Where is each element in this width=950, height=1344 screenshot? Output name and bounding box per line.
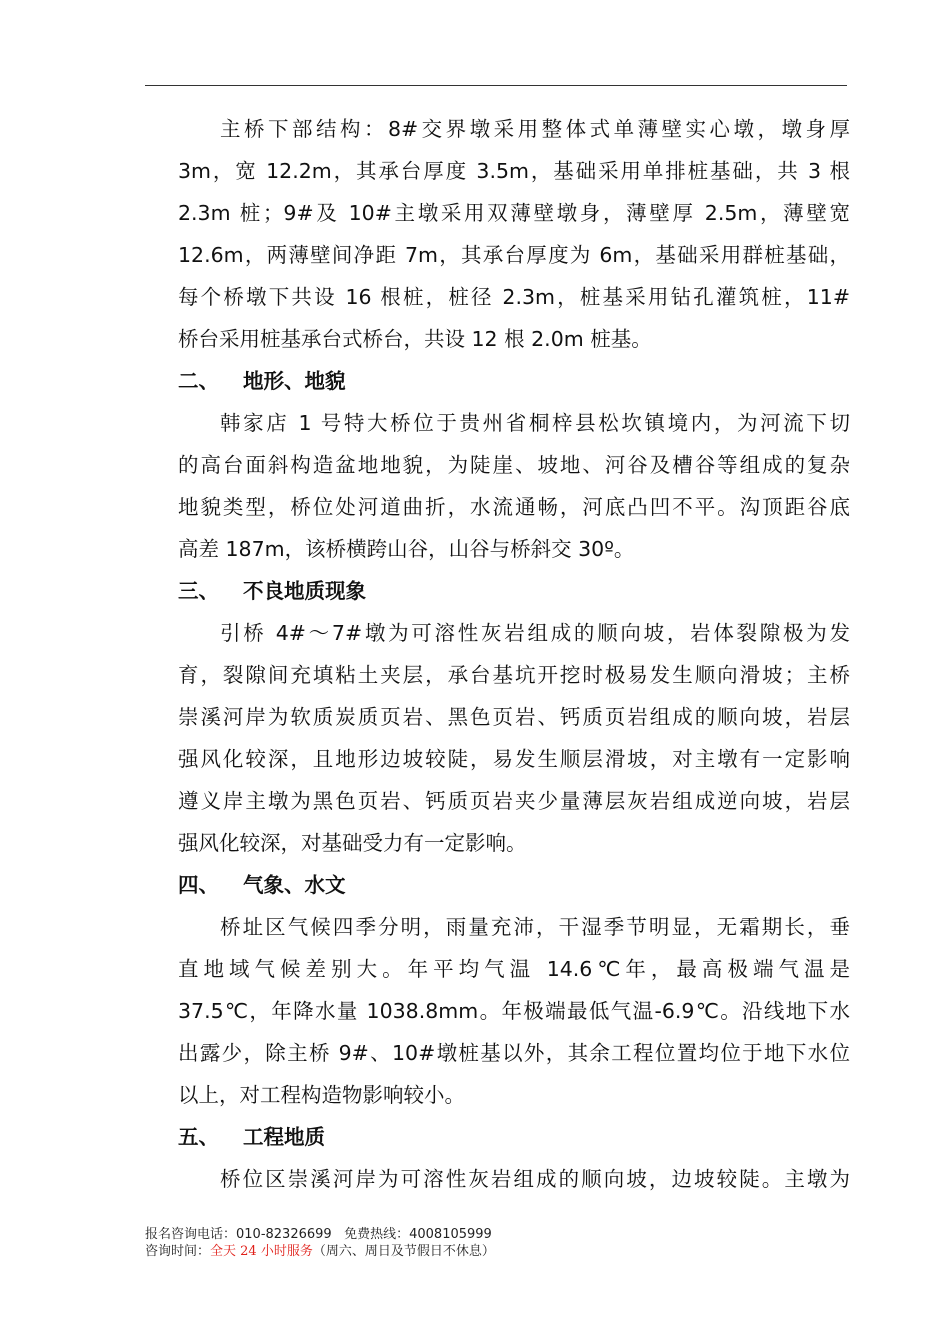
- hours-highlight: 全天 24 小时服务: [210, 1244, 313, 1259]
- paragraph: [178, 906, 850, 1116]
- footer-contact-line: [145, 1226, 495, 1243]
- text-line: 12.6m，两薄壁间净距 7m，其承台厚度为 6m，基础采用群桩基础，: [178, 243, 850, 267]
- section-number: 四、: [178, 873, 219, 897]
- paragraph: [178, 1158, 850, 1200]
- section-heading: [178, 570, 850, 612]
- hotline-label: 免费热线：: [344, 1227, 410, 1242]
- phone-label: 报名咨询电话：: [145, 1227, 237, 1242]
- section-number: 二、: [178, 369, 219, 393]
- section-heading: [178, 864, 850, 906]
- paragraph: [178, 612, 850, 864]
- section-heading: [178, 360, 850, 402]
- text-line: 桥址区气候四季分明，雨量充沛，干湿季节明显，无霜期长，垂: [220, 915, 850, 939]
- text-line: 引桥 4#～7#墩为可溶性灰岩组成的顺向坡，岩体裂隙极为发: [220, 621, 850, 645]
- text-line: 每个桥墩下共设 16 根桩，桩径 2.3m，桩基采用钻孔灌筑桩，11#: [178, 285, 850, 309]
- text-line: 遵义岸主墩为黑色页岩、钙质页岩夹少量薄层灰岩组成逆向坡，岩层: [178, 789, 850, 813]
- text-line: 3m，宽 12.2m，其承台厚度 3.5m，基础采用单排桩基础，共 3 根: [178, 159, 850, 183]
- section-number: 三、: [178, 579, 219, 603]
- text-line: 崇溪河岸为软质炭质页岩、黑色页岩、钙质页岩组成的顺向坡，岩层: [178, 705, 850, 729]
- hours-label: 咨询时间：: [145, 1244, 211, 1259]
- text-line: 桥台采用桩基承台式桥台，共设 12 根 2.0m 桩基。: [178, 327, 652, 351]
- section-title: 地形、地貌: [243, 369, 346, 393]
- page-footer: [145, 1226, 495, 1260]
- text-line: 的高台面斜构造盆地地貌，为陡崖、坡地、河谷及槽谷等组成的复杂: [178, 453, 850, 477]
- text-line: 主桥下部结构：8#交界墩采用整体式单薄壁实心墩，墩身厚: [220, 117, 850, 141]
- text-line: 地貌类型，桥位处河道曲折，水流通畅，河底凸凹不平。沟顶距谷底: [178, 495, 850, 519]
- text-line: 强风化较深，且地形边坡较陡，易发生顺层滑坡，对主墩有一定影响: [178, 747, 850, 771]
- paragraph: [178, 402, 850, 570]
- text-line: 韩家店 1 号特大桥位于贵州省桐梓县松坎镇境内，为河流下切: [220, 411, 850, 435]
- hotline-number: 4008105999: [409, 1227, 492, 1242]
- hours-note: （周六、周日及节假日不休息）: [312, 1244, 495, 1259]
- text-line: 高差 187m，该桥横跨山谷，山谷与桥斜交 30º。: [178, 537, 635, 561]
- text-line: 强风化较深，对基础受力有一定影响。: [178, 831, 527, 855]
- text-line: 2.3m 桩；9#及 10#主墩采用双薄壁墩身，薄壁厚 2.5m，薄壁宽: [178, 201, 850, 225]
- text-line: 育，裂隙间充填粘土夹层，承台基坑开挖时极易发生顺向滑坡；主桥: [178, 663, 850, 687]
- text-line: 出露少，除主桥 9#、10#墩桩基以外，其余工程位置均位于地下水位: [178, 1041, 850, 1065]
- section-title: 气象、水文: [243, 873, 346, 897]
- section-title: 工程地质: [243, 1125, 325, 1149]
- text-line: 37.5℃，年降水量 1038.8mm。年极端最低气温-6.9℃。沿线地下水: [178, 999, 850, 1023]
- section-title: 不良地质现象: [243, 579, 366, 603]
- text-line: 桥位区崇溪河岸为可溶性灰岩组成的顺向坡，边坡较陡。主墩为: [220, 1167, 850, 1191]
- footer-hours-line: [145, 1243, 495, 1260]
- section-heading: [178, 1116, 850, 1158]
- phone-number: 010-82326699: [236, 1227, 332, 1242]
- document-body: [178, 108, 850, 1200]
- text-line: 以上，对工程构造物影响较小。: [178, 1083, 465, 1107]
- header-rule: [145, 85, 847, 86]
- text-line: 直地域气候差别大。年平均气温 14.6℃年，最高极端气温是: [178, 957, 850, 981]
- paragraph: [178, 108, 850, 360]
- section-number: 五、: [178, 1125, 219, 1149]
